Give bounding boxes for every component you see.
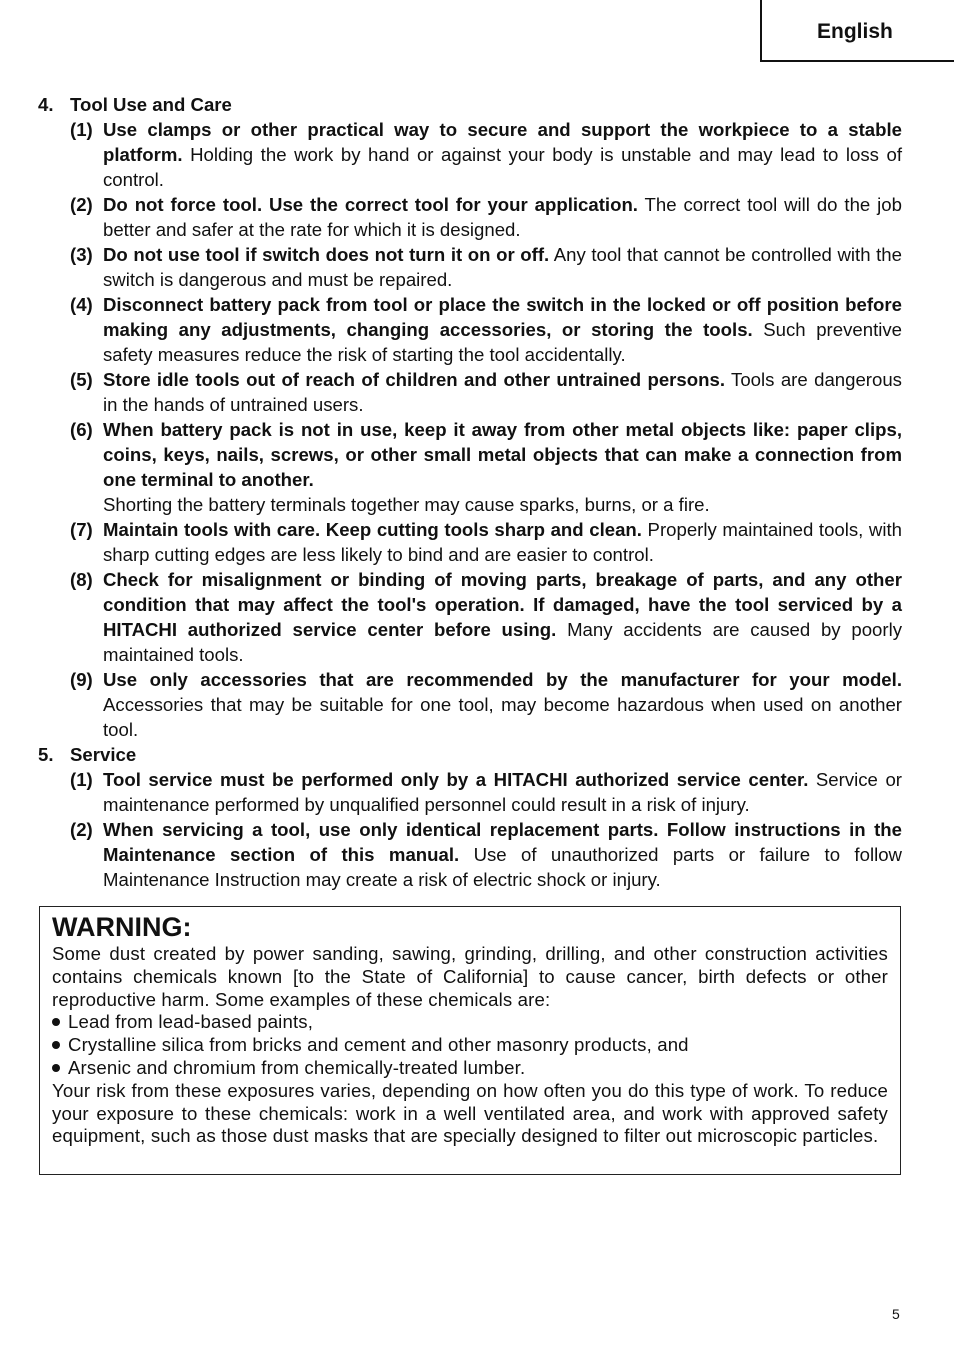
item-bold-text: Maintain tools with care. Keep cutting tools sharp and clean. xyxy=(103,519,642,540)
item-plain-text: The correct tool will do the job better and safer at the rate for which it is designed. xyxy=(103,194,902,240)
item-bold-text: Tool service must be performed only by a HITACHI authorized service center. xyxy=(103,769,809,790)
item-bold-text: Use clamps or other practical way to secure and support the workpiece to a stable platform. xyxy=(103,119,902,165)
section-title xyxy=(38,742,902,767)
list-item xyxy=(70,292,902,367)
section-heading: Service xyxy=(70,744,137,765)
bullet-icon xyxy=(52,1064,60,1072)
item-plain-text: Properly maintained tools, with sharp cutting edges are less likely to bind and are easier to control. xyxy=(103,519,903,565)
item-text xyxy=(103,817,902,892)
instructions-content xyxy=(38,92,902,892)
warning-text xyxy=(52,943,888,1148)
bullet-text: Crystalline silica from bricks and cement and other masonry products, and xyxy=(68,1034,689,1056)
item-number: (7) xyxy=(70,519,93,540)
item-plain-text: Tools are dangerous in the hands of untrained users. xyxy=(103,369,902,415)
item-plain-text: Use of unauthorized parts or failure to follow Maintenance Instruction may create a risk of electric shock or injury. xyxy=(103,844,902,890)
language-label: English xyxy=(817,20,893,43)
item-bold-text: Use only accessories that are recommended by the manufacturer for your model. xyxy=(103,669,902,690)
item-text xyxy=(103,367,902,417)
item-plain-text: Holding the work by hand or against your body is unstable and may lead to loss of control. xyxy=(103,144,902,190)
list-item xyxy=(70,117,902,192)
item-number: (3) xyxy=(70,244,93,265)
item-number: (2) xyxy=(70,819,93,840)
bullet-text: Lead from lead-based paints, xyxy=(68,1011,314,1033)
warning-box xyxy=(39,906,901,1175)
section-number: 5. xyxy=(38,744,54,765)
warning-bullet xyxy=(52,1034,888,1057)
item-text xyxy=(103,417,902,517)
item-plain-text: Service or maintenance performed by unqualified personnel could result in a risk of injury. xyxy=(103,769,902,815)
warning-bullet xyxy=(52,1011,888,1034)
item-plain-text: Accessories that may be suitable for one tool, may become hazardous when used on another tool. xyxy=(103,694,902,740)
section-title xyxy=(38,92,902,117)
list-item xyxy=(70,517,902,567)
list-item xyxy=(70,192,902,242)
section-number: 4. xyxy=(38,94,54,115)
item-text xyxy=(103,242,902,292)
item-text xyxy=(103,192,902,242)
bullet-icon xyxy=(52,1018,60,1026)
item-text xyxy=(103,767,902,817)
item-bold-text: Disconnect battery pack from tool or place the switch in the locked or off position before making any adjustments, changing accessories, or storing the tools. xyxy=(103,294,902,340)
list-item xyxy=(70,417,902,517)
item-text xyxy=(103,567,902,667)
section-heading: Tool Use and Care xyxy=(70,94,232,115)
item-bold-text: Store idle tools out of reach of children and other untrained persons. xyxy=(103,369,725,390)
language-tab xyxy=(760,0,954,62)
list-item xyxy=(70,667,902,742)
item-bold-text: Do not force tool. Use the correct tool for your application. xyxy=(103,194,638,215)
item-text xyxy=(103,117,902,192)
item-continuation-text: Shorting the battery terminals together may cause sparks, burns, or a fire. xyxy=(103,494,710,515)
item-plain-text: Any tool that cannot be controlled with the switch is dangerous and must be repaired. xyxy=(103,244,902,290)
warning-title: WARNING: xyxy=(52,912,192,942)
item-bold-text: Check for misalignment or binding of moving parts, breakage of parts, and any other condition that may affect the tool's operation. If damaged, have the tool serviced by a HITACHI authorized service center before using. xyxy=(103,569,902,640)
list-item xyxy=(70,767,902,817)
bullet-icon xyxy=(52,1041,60,1049)
item-text xyxy=(103,667,902,742)
warning-outro: Your risk from these exposures varies, depending on how often you do this type of work. To reduce your exposure to these chemicals: work in a well ventilated area, and work with approved safety equipment, such as those dust masks that are specially designed to filter out microscopic particles. xyxy=(52,1079,888,1147)
item-number: (6) xyxy=(70,419,93,440)
item-bold-text: When battery pack is not in use, keep it away from other metal objects like: paper clips, coins, keys, nails, screws, or other small metal objects that can make a connection from one terminal to another. xyxy=(103,419,902,490)
item-number: (9) xyxy=(70,669,93,690)
list-item xyxy=(70,367,902,417)
item-number: (8) xyxy=(70,569,93,590)
item-number: (1) xyxy=(70,119,93,140)
item-text xyxy=(103,517,902,567)
item-bold-text: Do not use tool if switch does not turn it on or off. xyxy=(103,244,550,265)
item-plain-text: Many accidents are caused by poorly maintained tools. xyxy=(103,619,902,665)
bullet-text: Arsenic and chromium from chemically-treated lumber. xyxy=(68,1056,526,1078)
item-plain-text: Such preventive safety measures reduce the risk of starting the tool accidentally. xyxy=(103,319,902,365)
warning-intro: Some dust created by power sanding, sawing, grinding, drilling, and other construction activities contains chemicals known [to the State of California] to cause cancer, birth defects or other reproductive harm. Some examples of these chemicals are: xyxy=(52,943,888,1010)
page-number: 5 xyxy=(892,1306,900,1322)
list-item xyxy=(70,817,902,892)
list-item xyxy=(70,242,902,292)
warning-bullet xyxy=(52,1057,888,1080)
item-number: (1) xyxy=(70,769,93,790)
item-number: (2) xyxy=(70,194,93,215)
item-bold-text: When servicing a tool, use only identical replacement parts. Follow instructions in the Maintenance section of this manual. xyxy=(103,819,902,865)
item-number: (5) xyxy=(70,369,93,390)
item-text xyxy=(103,292,902,367)
list-item xyxy=(70,567,902,667)
item-number: (4) xyxy=(70,294,93,315)
